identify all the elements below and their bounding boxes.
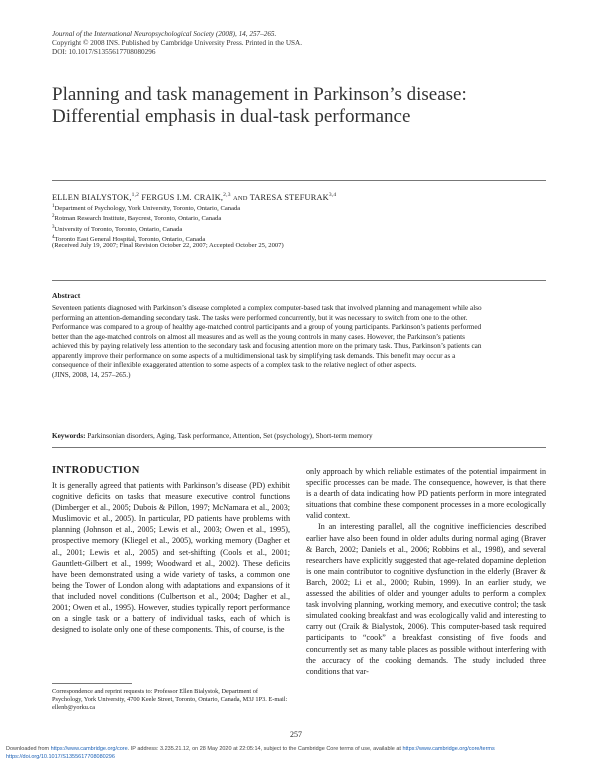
article-title bbox=[52, 84, 512, 128]
affiliation: $^1$Department of Psychology, York University, Toronto, Ontario, Canada bbox=[52, 204, 241, 213]
page-number: 257 bbox=[290, 730, 302, 739]
author-2: FERGUS I.M. CRAIK, bbox=[141, 192, 224, 202]
abstract-body bbox=[52, 304, 492, 380]
column-left bbox=[52, 480, 290, 635]
affiliation: $^2$Rotman Research Institute, Baycrest, Toronto, Ontario, Canada bbox=[52, 214, 222, 223]
title-line-1: Planning and task management in Parkinson’s disease: bbox=[52, 84, 467, 105]
author-3-affil: 3,4 bbox=[328, 192, 337, 198]
intro-paragraph-2: In an interesting parallel, all the cognitive inefficiencies described earlier have also been found in older adults during normal aging (Braver & Barch, 2002; Daniels et al., 2006; Robbins et al., 1998), and several researchers have explicitly suggested that age-related dopamine depletion is one main contributor to cognitive dysfunction in the elderly (Braver & Barch, 2002; Li et al., 2000; Rubin, 1999). In an earlier study, we assessed the abilities of older and younger adults to perform a complex task involving planning, working memory, and executive control; the task simulated cooking breakfast and was ecologically valid and interesting to carry out (Craik & Bialystok, 2006). This computer-based task required participants to “cook” a breakfast consisting of five foods and concurrently set as many table places as possible without interfering with the accuracy of the cooking demands. The study included three conditions that var- bbox=[306, 522, 546, 676]
keywords-rule bbox=[52, 447, 546, 448]
author-list bbox=[52, 190, 336, 204]
author-3: TARESA STEFURAK bbox=[249, 192, 329, 202]
abstract-heading: Abstract bbox=[52, 291, 81, 300]
author-2-affil: 2,3 bbox=[223, 192, 231, 198]
journal-header bbox=[52, 30, 302, 57]
intro-paragraph-1-cont: only approach by which reliable estimates of the potential impairment in specific processes can be made. The consequence, however, is that there is a dearth of data indicating how PD patients perform in more integrated situations that combine these component processes in a more ecologically valid context. bbox=[306, 467, 546, 521]
journal-citation: Journal of the International Neuropsychological Society (2008), 14, 257–265. bbox=[52, 30, 277, 38]
author-1-affil: 1,2 bbox=[131, 192, 140, 198]
affiliation: $^4$Toronto East General Hospital, Toronto, Ontario, Canada bbox=[52, 235, 206, 244]
title-rule bbox=[52, 180, 546, 181]
download-notice: Downloaded from https://www.cambridge.org/core. IP address: 3.235.21.12, on 28 May 2020 at 22:05:14, subject to the Cambridge Core terms of use, available at https://www.cambridge.org/core/terms https://doi.org/10.1017/S1355617708080296 bbox=[6, 746, 495, 760]
received-dates: (Received July 19, 2007; Final Revision October 22, 2007; Accepted October 25, 2007) bbox=[52, 242, 284, 249]
keywords bbox=[52, 432, 373, 440]
doi-link[interactable]: https://doi.org/10.1017/S1355617708080296 bbox=[6, 753, 115, 760]
keywords-text: Parkinsonian disorders, Aging, Task performance, Attention, Set (psychology), Short-term memory bbox=[87, 432, 373, 440]
introduction-heading: INTRODUCTION bbox=[52, 465, 140, 476]
abstract-text: Seventeen patients diagnosed with Parkinson’s disease completed a complex computer-based task that involved planning and management while also performing an attention-demanding secondary task. The tasks were performed concurrently, but it was necessary to switch from one to the other. Performance was compared to a group of healthy age-matched control participants and a group of young participants. Parkinson’s patients performed better than the age-matched controls on almost all measures and as well as the young controls in many cases. However, the Parkinson’s patients achieved this by paying relatively less attention to the secondary task and focusing attention more on the primary task. Thus, Parkinson’s patients can apparently improve their performance on some aspects of a multidimensional task by simplifying task demands. This benefit may occur as a consequence of their inflexible exaggerated attention to some aspects of a complex task to the relative neglect of other aspects. bbox=[52, 304, 482, 369]
affiliations bbox=[52, 203, 240, 245]
keywords-label: Keywords: bbox=[52, 432, 86, 440]
abstract-rule bbox=[52, 280, 546, 281]
author-and: AND bbox=[232, 194, 248, 202]
author-1: ELLEN BIALYSTOK, bbox=[52, 192, 132, 202]
title-line-2: Differential emphasis in dual-task performance bbox=[52, 106, 411, 127]
intro-paragraph-1: It is generally agreed that patients with Parkinson’s disease (PD) exhibit cognitive deficits on tasks that measure executive control functions (Dimberger et al., 2005; Dubois & Pillon, 1997; McNamara et al., 2003; Muslimovic et al., 2005). In particular, PD patients have problems with planning (Johnson et al., 2005; Lewis et al., 2003; Owen et al., 1995), prospective memory (Kliegel et al., 2005), working memory (Dagher et al., 2001; Lewis et al., 2005) and set-shifting (Cools et al., 2001; Gauntlett-Gilbert et al., 1999; Woodward et al., 2002). These deficits have been demonstrated using a wide variety of tasks, a common one being the Tower of London along with adaptations and expansions of it that included novel conditions (Culbertson et al., 2004; Dagher et al., 2001; Owen et al., 1995). However, studies typically report performance on a single task or a battery of individual tasks, each of which is designed to isolate only one of these components. This, of course, is the bbox=[52, 481, 290, 635]
correspondence-footnote: Correspondence and reprint requests to: Professor Ellen Bialystok, Department of Psychology, York University, 4700 Keele Street, Toronto, Ontario, Canada, M3J 1P3. E-mail: ellenb@yorku.ca bbox=[52, 688, 288, 712]
cambridge-core-link[interactable]: https://www.cambridge.org/core bbox=[50, 746, 128, 752]
terms-link[interactable]: https://www.cambridge.org/core/terms bbox=[402, 746, 495, 752]
affiliation: $^3$University of Toronto, Toronto, Ontario, Canada bbox=[52, 224, 183, 233]
doi-line: DOI: 10.1017/S1355617708080296 bbox=[52, 48, 156, 56]
copyright-line: Copyright © 2008 INS. Published by Cambridge University Press. Printed in the USA. bbox=[52, 39, 303, 47]
abstract-citation: (JINS, 2008, 14, 257–265.) bbox=[52, 370, 131, 379]
footnote-rule bbox=[52, 683, 132, 684]
column-right bbox=[306, 466, 546, 677]
